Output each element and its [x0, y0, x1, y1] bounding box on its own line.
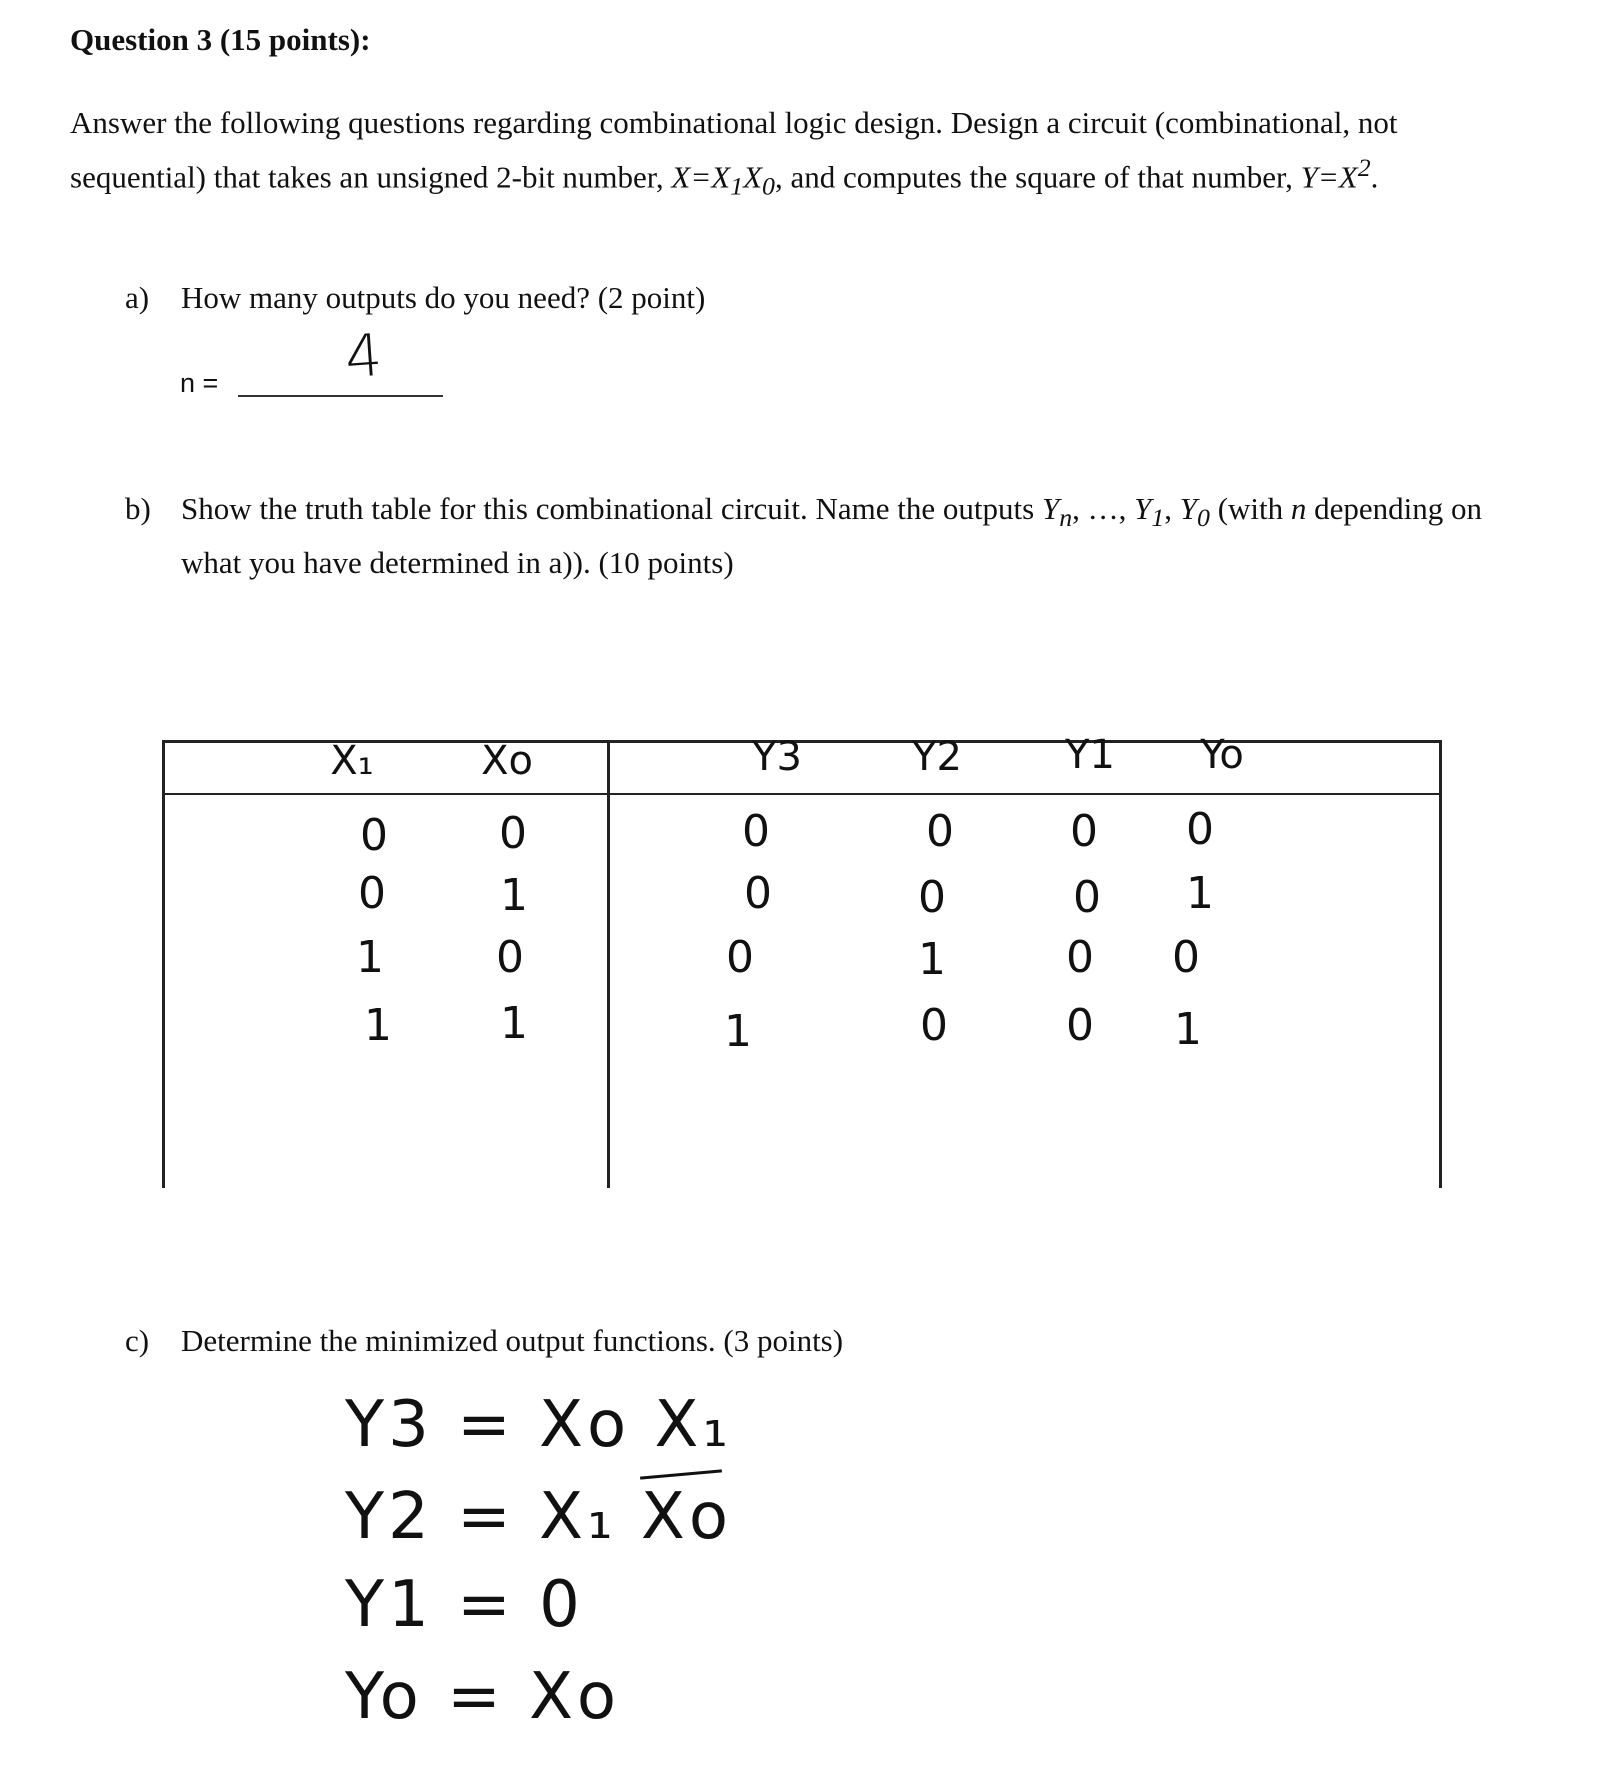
part-b-n: n — [1290, 491, 1307, 526]
cell-r3-x0: 1 — [500, 998, 528, 1049]
equation-y0: Yo = Xo — [345, 1660, 621, 1734]
intro-x0-sub: 0 — [762, 171, 775, 201]
intro-x1-sub: 1 — [730, 171, 744, 201]
intro-x-mid: X — [743, 159, 763, 195]
cell-r3-y0: 1 — [1174, 1004, 1202, 1055]
cell-r2-x1: 1 — [356, 932, 384, 983]
part-a — [125, 275, 1525, 325]
cell-r2-y3: 0 — [726, 932, 754, 983]
cell-r1-y2: 0 — [918, 872, 946, 923]
header-x1: X₁ — [330, 738, 374, 784]
part-b-y0: Y — [1179, 491, 1198, 526]
question-intro — [70, 100, 1510, 209]
part-b-yn: Y — [1041, 491, 1060, 526]
cell-r0-x1: 0 — [360, 810, 388, 861]
intro-text-1: Answer the following questions regarding combinational logic design. Design a circuit (combinational, not sequential) that takes an unsigned 2-bit number, — [70, 105, 1398, 195]
part-b-yn-sub: n — [1059, 503, 1073, 533]
intro-y-sup: 2 — [1357, 153, 1371, 182]
part-c-text: Determine the minimized output functions. (3 points) — [181, 1323, 844, 1358]
part-b-text — [181, 486, 1501, 585]
part-b-label: b) — [125, 491, 151, 526]
intro-y-eq: Y=X — [1300, 159, 1358, 195]
part-b-y1-sub: 1 — [1151, 503, 1165, 533]
cell-r2-y1: 0 — [1066, 932, 1094, 983]
table-left-border — [162, 740, 165, 1188]
part-c-label: c) — [125, 1323, 150, 1358]
cell-r1-y3: 0 — [744, 868, 772, 919]
header-y2: Y2 — [912, 734, 962, 780]
header-y0: Yo — [1200, 732, 1244, 778]
cell-r2-y0: 0 — [1172, 932, 1200, 983]
part-a-label: a) — [125, 280, 150, 315]
equation-y1: Y1 = 0 — [345, 1568, 584, 1642]
cell-r0-y3: 0 — [742, 806, 770, 857]
overbar-x0 — [640, 1469, 722, 1479]
header-y1: Y1 — [1065, 732, 1115, 778]
cell-r0-y2: 0 — [926, 806, 954, 857]
intro-text-3: . — [1370, 159, 1379, 195]
cell-r0-x0: 0 — [499, 808, 527, 859]
header-x0: Xo — [481, 738, 533, 784]
question-title: Question 3 (15 points): — [70, 22, 371, 57]
n-answer-label: n = — [180, 368, 219, 398]
cell-r1-x1: 0 — [358, 868, 386, 919]
part-c — [125, 1318, 1525, 1368]
cell-r3-y2: 0 — [920, 1000, 948, 1051]
n-answer-value: 4 — [342, 320, 385, 392]
part-a-text: How many outputs do you need? (2 point) — [181, 280, 706, 315]
cell-r0-y0: 0 — [1186, 804, 1214, 855]
table-middle-divider — [607, 740, 610, 1188]
intro-text-2: , and computes the square of that number, — [774, 159, 1301, 195]
header-y3: Y3 — [752, 734, 802, 780]
table-right-border — [1439, 740, 1442, 1188]
intro-x-eq: X=X — [671, 159, 731, 195]
cell-r1-y0: 1 — [1186, 868, 1214, 919]
truth-table — [162, 732, 1442, 1188]
cell-r0-y1: 0 — [1070, 806, 1098, 857]
part-b-text-3: depending on what you have determined in a)). (10 points) — [181, 491, 1483, 581]
cell-r3-x1: 1 — [364, 1000, 392, 1051]
cell-r2-y2: 1 — [918, 934, 946, 985]
cell-r1-x0: 1 — [500, 870, 528, 921]
cell-r2-x0: 0 — [496, 932, 524, 983]
part-b-text-1: Show the truth table for this combinational circuit. Name the outputs — [181, 491, 1042, 526]
part-b — [125, 486, 1525, 586]
part-b-y1: Y — [1134, 491, 1152, 526]
part-b-y0-sub: 0 — [1197, 503, 1210, 533]
n-answer-line — [238, 395, 443, 397]
equation-y2: Y2 = X₁ Xo — [345, 1480, 732, 1554]
cell-r3-y3: 1 — [724, 1006, 752, 1057]
part-b-sep-1: , …, — [1072, 491, 1135, 526]
part-b-sep-2: , — [1164, 491, 1180, 526]
part-b-text-2: (with — [1209, 491, 1291, 526]
cell-r3-y1: 0 — [1066, 1000, 1094, 1051]
table-header-divider — [162, 793, 1442, 795]
equation-y3: Y3 = Xo X₁ — [345, 1388, 732, 1462]
cell-r1-y1: 0 — [1073, 872, 1101, 923]
